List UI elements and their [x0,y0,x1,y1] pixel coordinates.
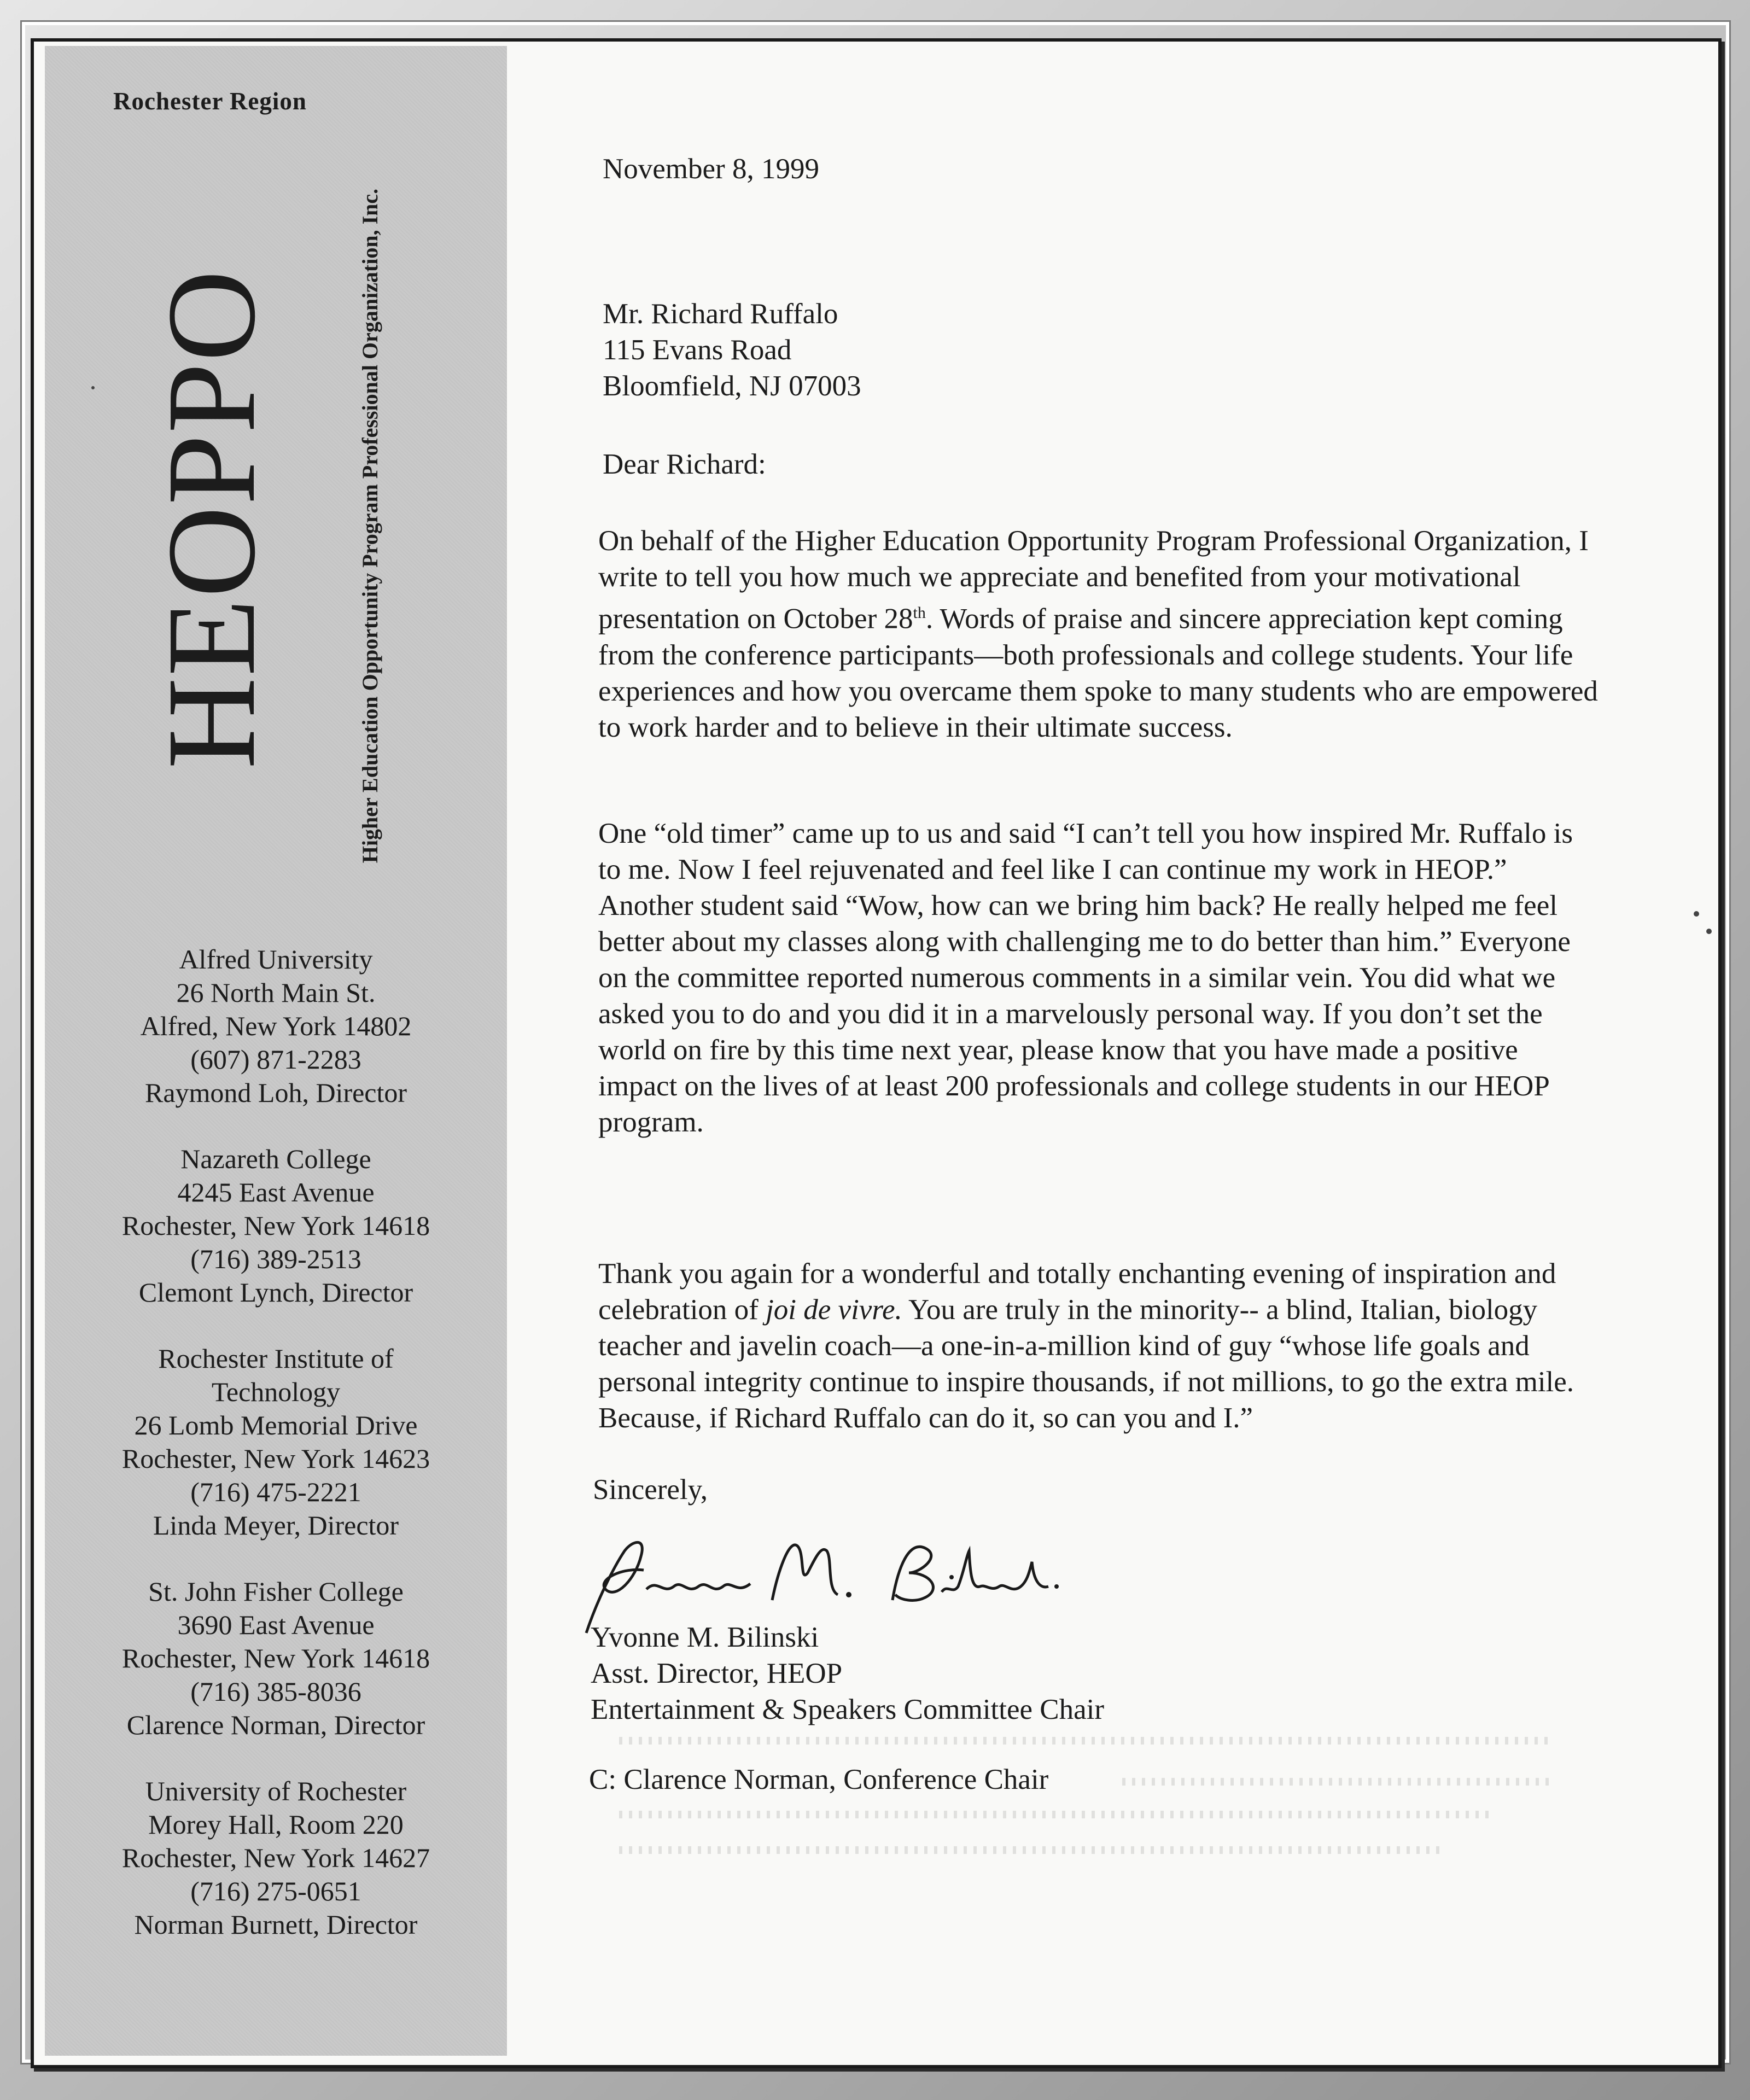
carbon-copy: C: Clarence Norman, Conference Chair [589,1764,1049,1795]
college-entry [45,943,507,1110]
recipient-address [603,296,861,404]
recipient-street: 115 Evans Road [603,334,792,366]
college-name: Nazareth College [180,1144,371,1174]
college-city: Rochester, New York 14618 [121,1210,430,1241]
organization-name: Higher Education Opportunity Program Professional Organization, Inc. [358,188,382,864]
college-city: Alfred, New York 14802 [140,1011,412,1041]
college-director: Clemont Lynch, Director [138,1277,413,1308]
college-name: St. John Fisher College [148,1576,404,1607]
region-label: Rochester Region [113,88,307,115]
paper-speck [1706,929,1712,934]
college-entry [45,1775,507,1941]
signer-title: Asst. Director, HEOP [591,1658,843,1689]
college-name-cont: Technology [211,1376,341,1407]
faded-text-line [619,1846,1439,1854]
logo-container [141,226,282,812]
paragraph-3 [598,1256,1602,1436]
college-phone: (716) 475-2221 [190,1477,361,1507]
recipient-name: Mr. Richard Ruffalo [603,298,838,330]
paragraph-1-text: On behalf of the Higher Education Opportunity Program Professional Organization, I write to tell you how much we appreciate and benefited from your motivational presentation on October 28 [598,525,1589,635]
joi-de-vivre: joi de vivre. [766,1294,902,1326]
signer-name: Yvonne M. Bilinski [591,1621,819,1653]
college-entry [45,1342,507,1542]
paper-speck [1694,911,1699,917]
college-director: Norman Burnett, Director [134,1909,418,1940]
college-phone: (716) 389-2513 [190,1244,361,1274]
closing: Sincerely, [593,1474,708,1506]
paragraph-3-text-cont: You are truly in the minority-- a blind, Italian, biology teacher and javelin coach—a one-in-a-million kind of guy “whose life goals and personal integrity continue to inspire thousands, if not millions, to go the extra mile. Because, if Richard Ruffalo can do it, so can you and I.” [598,1294,1574,1434]
paragraph-1 [598,523,1602,745]
college-name: University of Rochester [145,1776,407,1806]
paragraph-2: One “old timer” came up to us and said “I can’t tell you how inspired Mr. Ruffalo is to me. Now I feel rejuvenated and feel like I can continue my work in HEOP.” Another student said “Wow, how can we bring him back? He really helped me feel better about my classes along with challenging me to do better than him.” Everyone on the committee reported numerous comments in a similar vein. You did what we asked you to do and you did it in a marvelously personal way. If you don’t set the world on fire by this time next year, please know that you have made a positive impact on the lives of at least 200 professionals and college students in our HEOP program. [598,818,1573,1138]
college-directory [45,943,507,1974]
signer-committee: Entertainment & Speakers Committee Chair [591,1694,1105,1725]
paragraph-3-text: Thank you again for a wonderful and totally enchanting evening of inspiration and celebration of [598,1258,1556,1326]
faded-text-line [619,1811,1494,1818]
college-phone: (607) 871-2283 [190,1044,361,1075]
college-street: 26 Lomb Memorial Drive [134,1410,418,1440]
letterhead-sidebar [45,46,507,2056]
signer-block [591,1619,1104,1728]
college-name: Alfred University [179,944,373,975]
letter-date: November 8, 1999 [603,153,819,185]
paper-speck [91,386,95,389]
college-director: Raymond Loh, Director [144,1077,407,1108]
heoppo-logo: HEOPPO [141,269,282,769]
college-street: 26 North Main St. [176,977,376,1008]
college-name: Rochester Institute of [158,1343,394,1374]
college-entry [45,1575,507,1742]
faded-text-line [619,1737,1549,1745]
college-street: Morey Hall, Room 220 [148,1809,404,1840]
faded-text-line [1122,1778,1549,1786]
recipient-city: Bloomfield, NJ 07003 [603,370,861,402]
college-street: 4245 East Avenue [177,1177,375,1208]
ordinal-suffix: th [913,604,926,622]
college-director: Linda Meyer, Director [153,1510,399,1541]
college-phone: (716) 275-0651 [190,1876,361,1906]
college-city: Rochester, New York 14623 [121,1443,430,1474]
letter-page [31,38,1722,2068]
college-street: 3690 East Avenue [177,1609,375,1640]
college-city: Rochester, New York 14627 [121,1842,430,1873]
org-name-container [351,128,389,924]
college-entry [45,1142,507,1309]
college-city: Rochester, New York 14618 [121,1643,430,1673]
paragraph-1-text-cont: . Words of praise and sincere appreciation kept coming from the conference participants—both professionals and college students. Your life experiences and how you overcame them spoke to many students who are empowered to work harder and to believe in their ultimate success. [598,603,1598,743]
college-phone: (716) 385-8036 [190,1676,361,1707]
salutation: Dear Richard: [603,448,766,480]
college-director: Clarence Norman, Director [126,1710,425,1740]
